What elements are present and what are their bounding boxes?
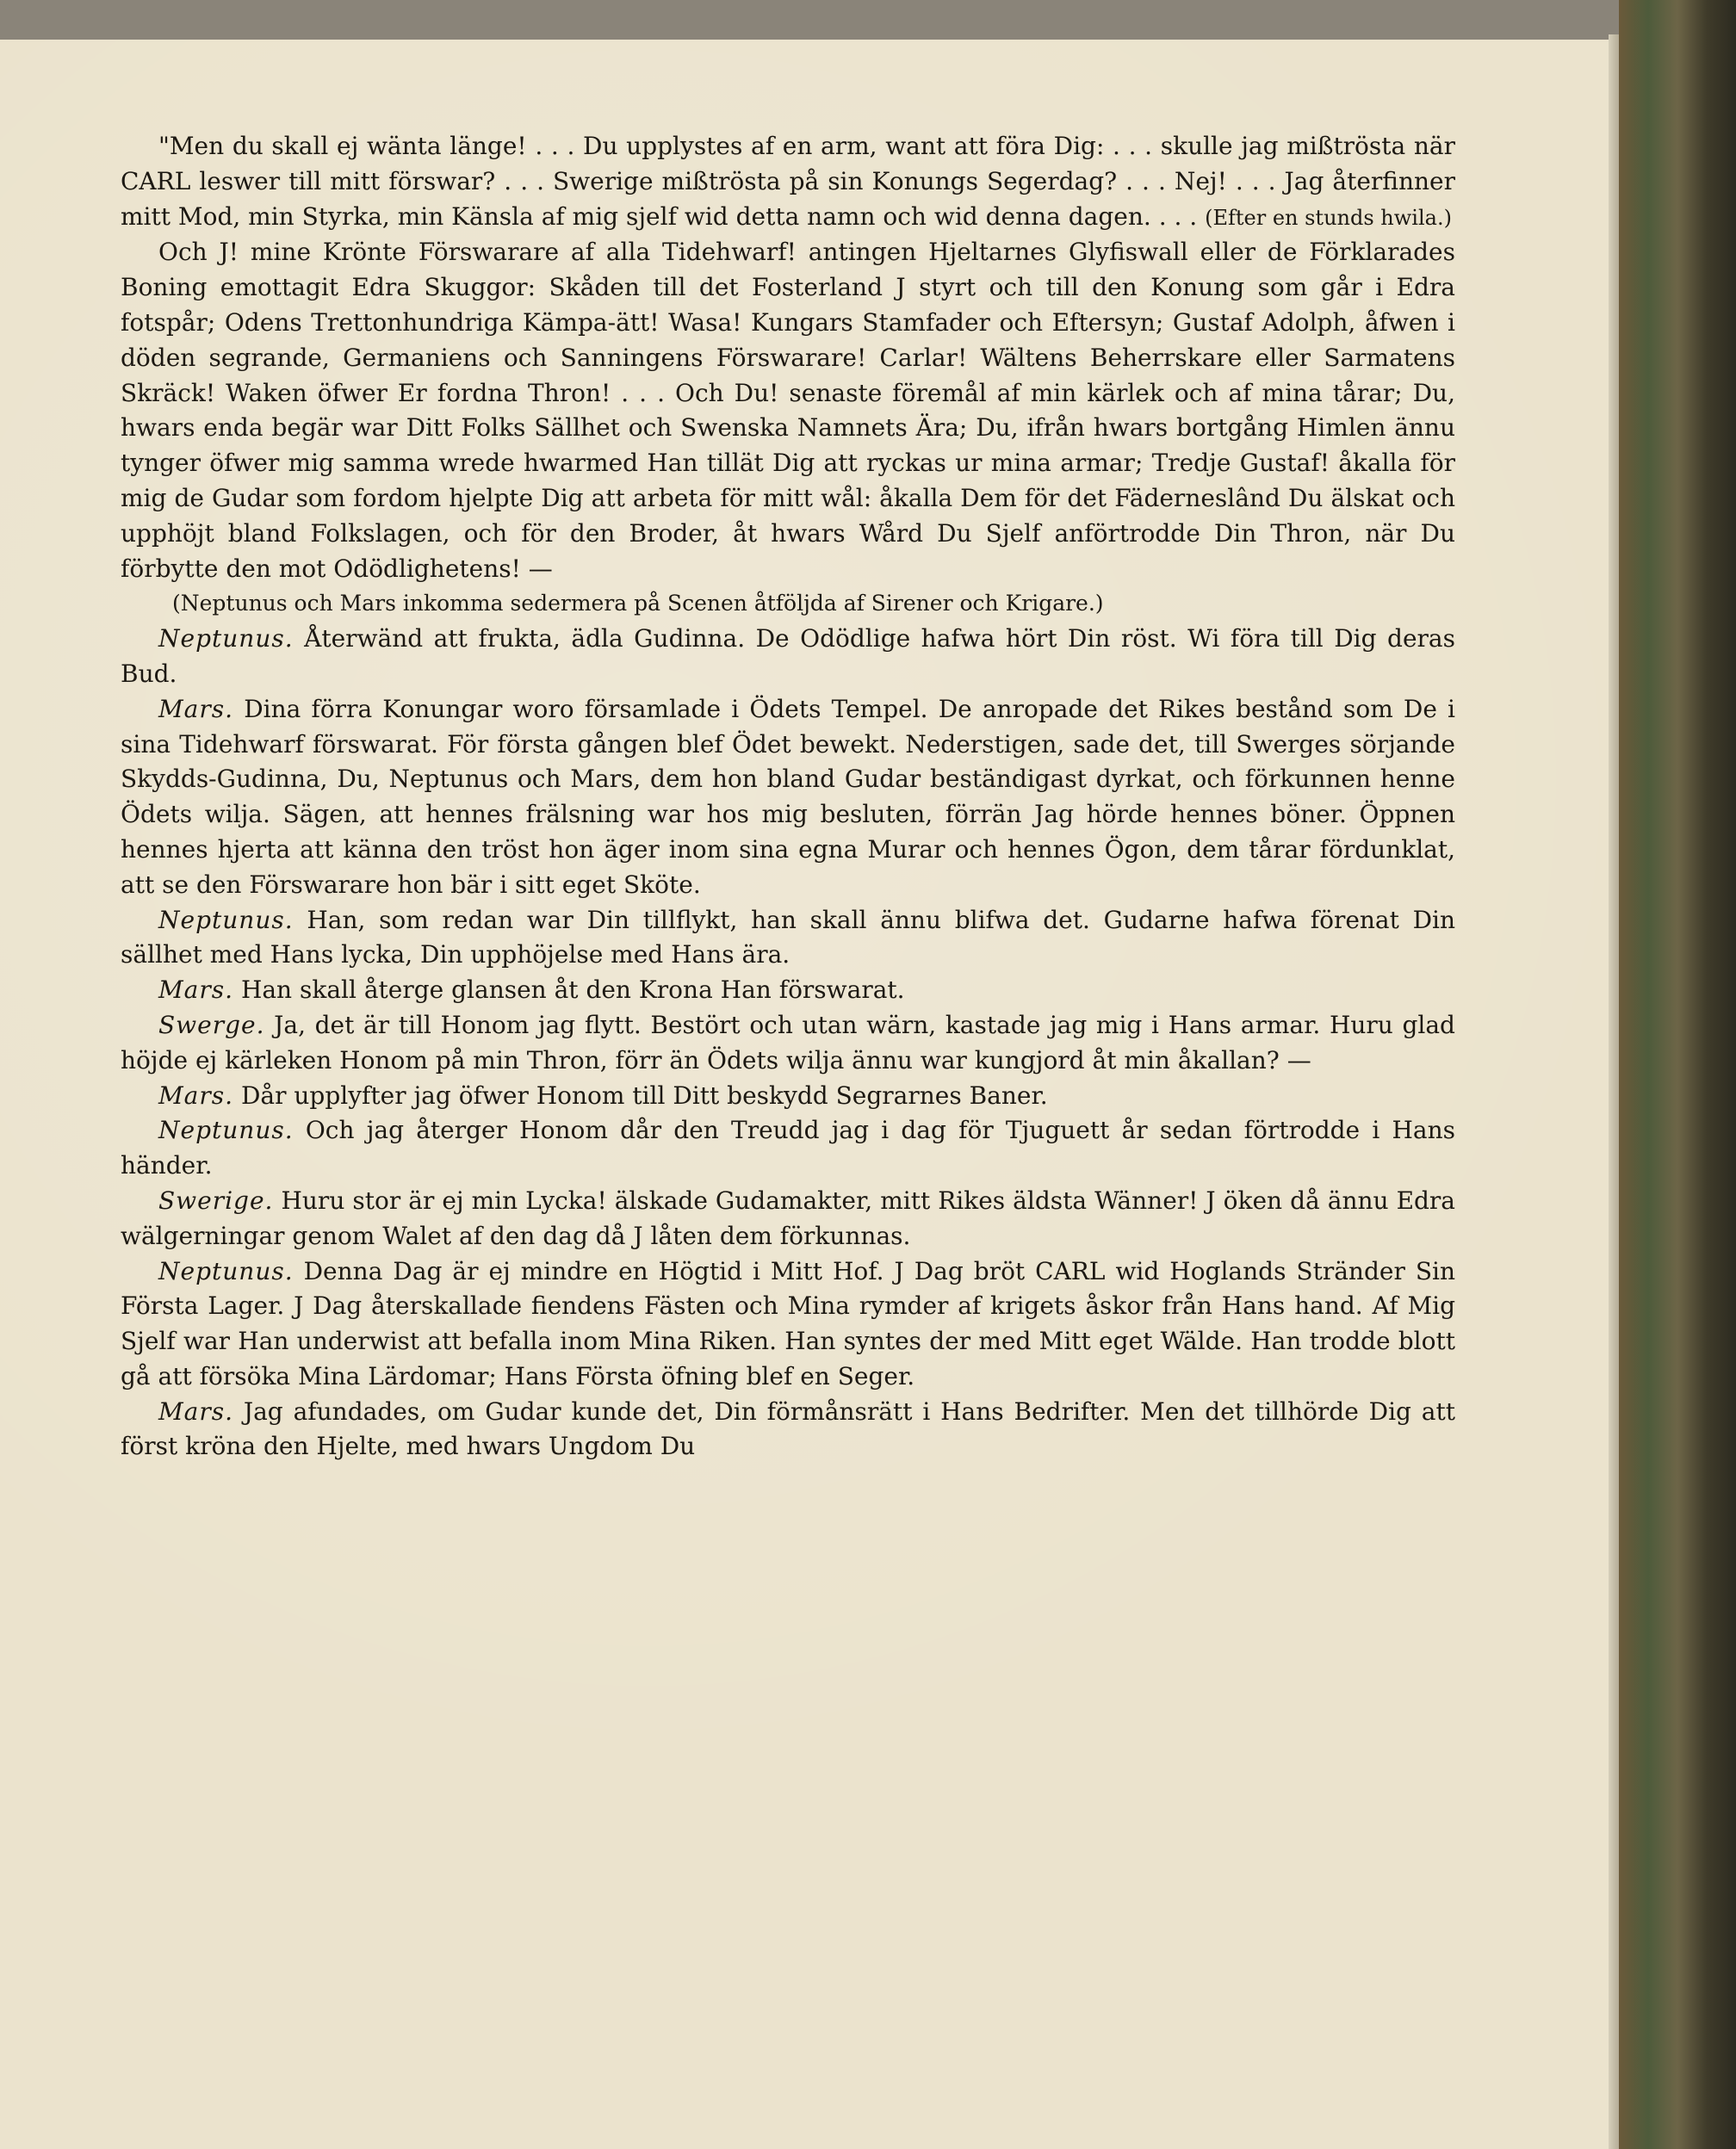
dialogue-text: Återwänd att frukta, ädla Gudinna. De Odödlige hafwa hört Din röst. Wi föra till Dig deras Bud.: [121, 624, 1455, 688]
paragraph-2: [121, 235, 1455, 586]
dialogue-mars-4: [121, 1395, 1455, 1465]
dialogue-text: Dina förra Konungar woro församlade i Ödets Tempel. De anropade det Rikes bestånd som De i sina Tidehwarf förswarat. För första gången blef Ödet bewekt. Nederstigen, sade det, till Swerges sörjande Skydds-Gudinna, Du, Neptunus och Mars, dem hon bland Gudar beständigast dyrkat, och förkunnen henne Ödets wilja. Sägen, att hennes frälsning war hos mig besluten, förrän Jag hörde hennes böner. Öppnen hennes hjerta att känna den tröst hon äger inom sina egna Murar och hennes Ögon, dem tårar fördunklat, att se den Förswarare hon bär i sitt eget Sköte.: [121, 694, 1455, 899]
speaker-name: Mars.: [158, 694, 234, 723]
dialogue-swerge-1: [121, 1008, 1455, 1079]
speaker-name: Mars.: [158, 975, 234, 1005]
dialogue-text: Dår upplyfter jag öfwer Honom till Ditt beskydd Segrarnes Baner.: [240, 1081, 1048, 1110]
speaker-name: Swerige.: [158, 1186, 274, 1215]
paragraph-text: "Men du skall ej wänta länge! . . . Du upplystes af en arm, want att föra Dig: . . . skulle jag mißtrösta när CARL leswer till mitt förswar? . . . Swerige mißtrösta på sin Konungs Segerdag? . . . Nej! . . . Jag återfinner mitt Mod, min Styrka, min Känsla af mig sjelf wid detta namn och wid denna dagen. . . .: [121, 132, 1455, 231]
speaker-name: Neptunus.: [158, 1116, 294, 1145]
dialogue-text: Han, som redan war Din tillflykt, han skall ännu blifwa det. Gudarne hafwa förenat Din sällhet med Hans lycka, Din upphöjelse med Hans ära.: [121, 905, 1456, 969]
dialogue-mars-2: [121, 973, 1455, 1008]
speaker-name: Neptunus.: [158, 624, 294, 653]
dialogue-text: Ja, det är till Honom jag flytt. Bestört och utan wärn, kastade jag mig i Hans armar. Huru glad höjde ej kärleken Honom på min Thron, förr än Ödets wilja ännu war kungjord åt min åkallan? —: [121, 1010, 1455, 1074]
dialogue-text: Huru stor är ej min Lycka! älskade Gudamakter, mitt Rikes äldsta Wänner! J öken då ännu Edra wälgerningar genom Walet af den dag då J låten dem förkunnas.: [121, 1186, 1456, 1250]
speaker-name: Mars.: [158, 1081, 234, 1110]
stage-direction-paragraph: [121, 586, 1455, 622]
dialogue-text: Och jag återger Honom dår den Treudd jag i dag för Tjuguett år sedan förtrodde i Hans händer.: [121, 1116, 1455, 1180]
speaker-name: Neptunus.: [158, 905, 294, 934]
dialogue-text: Han skall återge glansen åt den Krona Han förswarat.: [240, 975, 905, 1005]
paragraph-1: [121, 129, 1455, 235]
speaker-name: Neptunus.: [158, 1256, 294, 1285]
book-binding: [1619, 0, 1736, 2149]
dialogue-text: Denna Dag är ej mindre en Högtid i Mitt Hof. J Dag bröt CARL wid Hoglands Stränder Sin Första Lager. J Dag återskallade fiendens Fästen och Mina rymder af krigets åskor från Hans hand. Af Mig Sjelf war Han underwist att befalla inom Mina Riken. Han syntes der med Mitt eget Wälde. Han trodde blott gå att försöka Mina Lärdomar; Hans Första öfning blef en Seger.: [121, 1256, 1455, 1390]
dialogue-neptunus-1: [121, 622, 1455, 692]
dialogue-text: Jag afundades, om Gudar kunde det, Din förmånsrätt i Hans Bedrifter. Men det tillhörde Dig att först kröna den Hjelte, med hwars Ungdom Du: [121, 1397, 1455, 1461]
speaker-name: Mars.: [158, 1397, 234, 1426]
paragraph-text: Och J! mine Krönte Förswarare af alla Tidehwarf! antingen Hjeltarnes Glyfiswall eller de Förklarades Boning emottagit Edra Skuggor: Skåden till det Fosterland J styrt och till den Konung som går i Edra fotspår; Odens Trettonhundriga Kämpa-ätt! Wasa! Kungars Stamfader och Eftersyn; Gustaf Adolph, åfwen i döden segrande, Germaniens och Sanningens Förswarare! Carlar! Wältens Beherrskare eller Sarmatens Skräck! Waken öfwer Er fordna Thron! . . . Och Du! senaste föremål af min kärlek och af mina tårar; Du, hwars enda begär war Ditt Folks Sällhet och Swenska Namnets Ära; Du, ifrån hwars bortgång Himlen ännu tynger öfwer mig samma wrede hwarmed Han tillät Dig att ryckas ur mina armar; Tredje Gustaf! åkalla för mig de Gudar som fordom hjelpte Dig att arbeta för mitt wål: åkalla Dem för det Fäderneslând Du älskat och upphöjt bland Folkslagen, och för den Broder, åt hwars Wård Du Sjelf anförtrodde Din Thron, när Du förbytte den mot Odödlighetens! —: [121, 238, 1455, 583]
dialogue-mars-1: [121, 692, 1455, 903]
page-text: [121, 129, 1455, 1465]
dialogue-swerige-2: [121, 1184, 1455, 1254]
dialogue-neptunus-3: [121, 1113, 1455, 1184]
stage-direction: (Neptunus och Mars inkomma sedermera på Scenen åtföljda af Sirener och Krigare.): [172, 591, 1104, 616]
dialogue-neptunus-2: [121, 903, 1455, 974]
page-top-shadow: [0, 0, 1619, 40]
stage-direction: (Efter en stunds hwila.): [1205, 205, 1452, 230]
speaker-name: Swerge.: [158, 1010, 265, 1039]
dialogue-neptunus-4: [121, 1254, 1455, 1395]
dialogue-mars-3: [121, 1079, 1455, 1114]
